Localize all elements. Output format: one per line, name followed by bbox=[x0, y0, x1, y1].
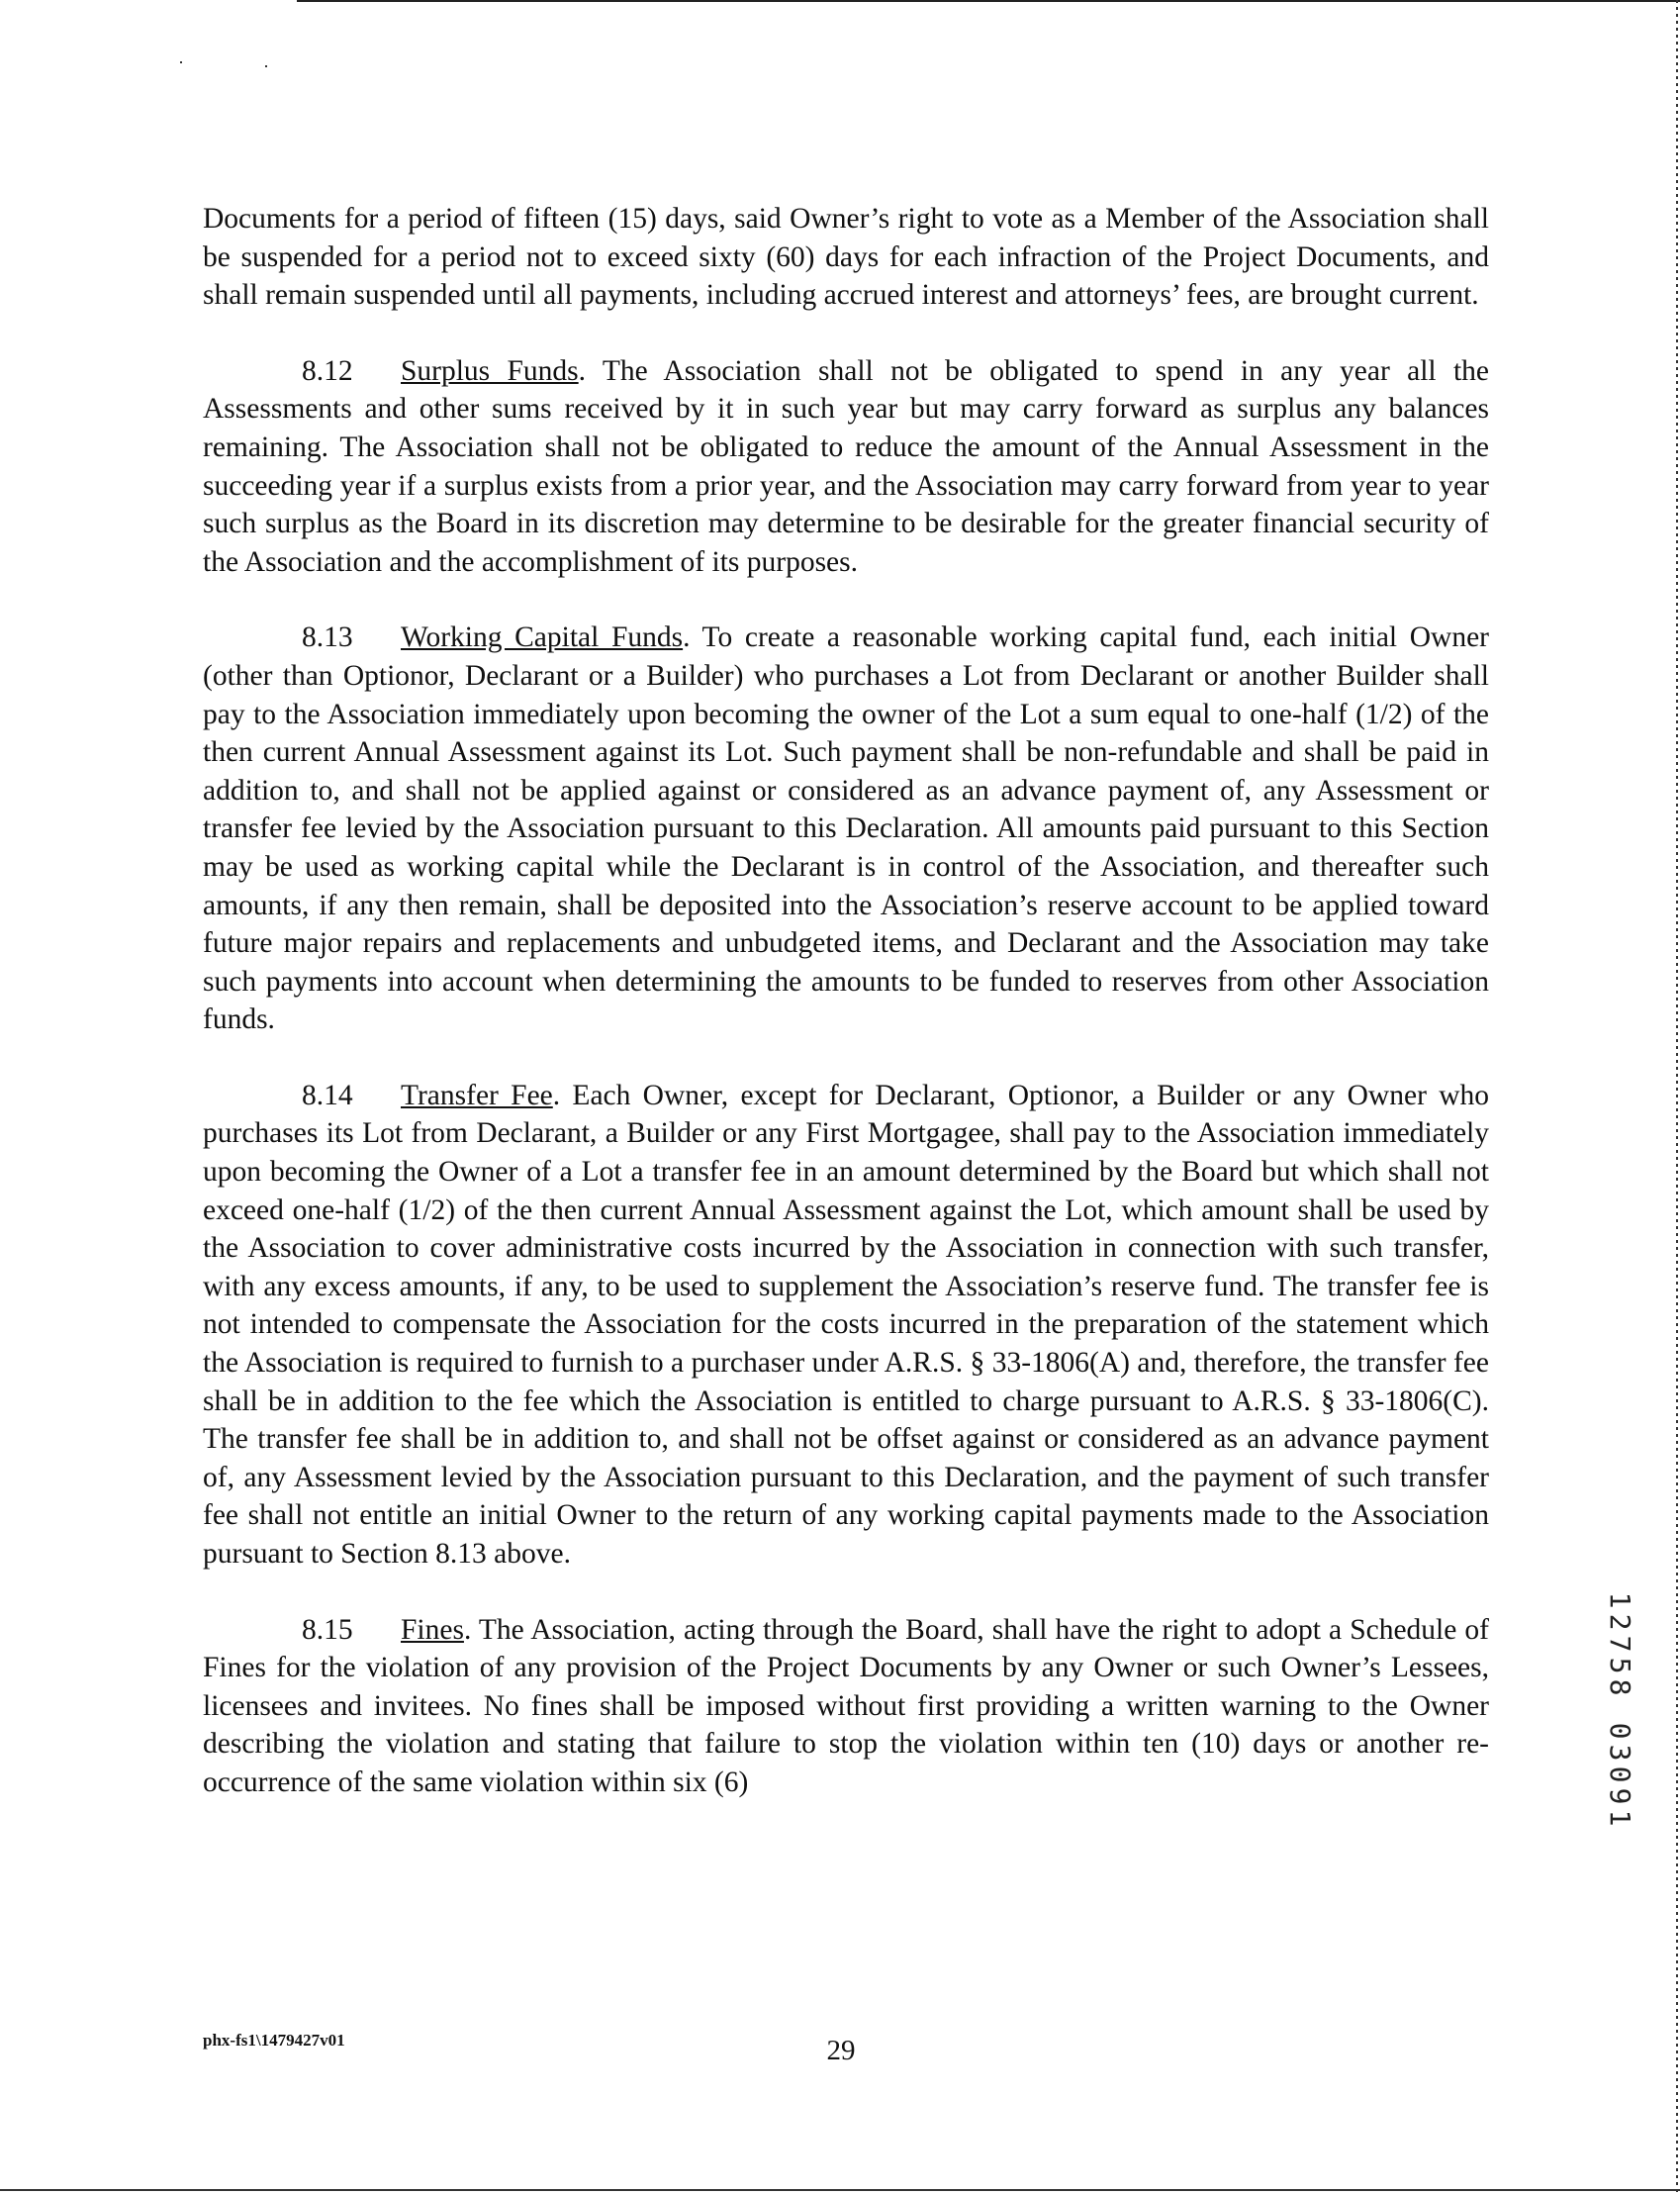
page-number: 29 bbox=[826, 2035, 856, 2066]
section-title: Fines bbox=[401, 1613, 464, 1646]
paragraph-continuation bbox=[203, 200, 1489, 315]
section-8-12 bbox=[203, 352, 1489, 582]
section-number: 8.13 bbox=[302, 621, 353, 654]
paragraph-text: Documents for a period of fifteen (15) days, said Owner’s right to vote as a Member of the Association shall be suspended for a period not to exceed sixty (60) days for each infraction of the Project Documents, and shall remain suspended until all payments, including accrued interest and attorneys’ fees, are brought current. bbox=[203, 203, 1489, 312]
document-body bbox=[203, 200, 1489, 1840]
section-number: 8.15 bbox=[302, 1613, 353, 1646]
recording-stamp-part1 bbox=[1603, 1589, 1636, 1698]
section-number: 8.14 bbox=[302, 1079, 353, 1111]
scan-speck bbox=[180, 61, 182, 63]
scan-edge-bottom bbox=[0, 2189, 1680, 2191]
stamp-digit: 8 bbox=[1604, 1678, 1636, 1696]
recording-stamp bbox=[1603, 1589, 1636, 1829]
section-text: . To create a reasonable working capital fund, each initial Owner (other than Optionor, Declarant or a Builder) who purchases a Lot from Declarant or another Builder shall pay to the Association immediately upon becoming the owner of the Lot a sum equal to one-half (1/2) of the then current Annual Assessment against its Lot. Such payment shall be non-refundable and shall be paid in addition to, and shall not be applied against or considered as an advance payment of, any Assessment or transfer fee levied by the Association pursuant to this Declaration. All amounts paid pursuant to this Section may be used as working capital while the Declarant is in control of the Association, and thereafter such amounts, if any then remain, shall be deposited into the Association’s reserve account to be applied toward future major repairs and replacements and unbudgeted items, and Declarant and the Association may take such payments into account when determining the amounts to be funded to reserves from other Association funds. bbox=[203, 621, 1490, 1036]
stamp-digit: 2 bbox=[1604, 1613, 1636, 1631]
stamp-digit: 0 bbox=[1604, 1722, 1636, 1740]
stamp-digit: 9 bbox=[1604, 1787, 1636, 1805]
section-title: Transfer Fee bbox=[401, 1079, 553, 1111]
stamp-digit: 1 bbox=[1604, 1809, 1636, 1827]
recording-stamp-part2 bbox=[1603, 1720, 1636, 1829]
section-text: . The Association, acting through the Board, shall have the right to adopt a Schedule of Fines for the violation of any provision of the Project Documents by any Owner or such Owner’s Lessees, licensees and invitees. No fines shall be imposed without first providing a written warning to the Owner describing the violation and stating that failure to stop the violation within ten (10) days or another re-occurrence of the same violation within six (6) bbox=[203, 1613, 1489, 1798]
document-id: phx-fs1\1479427v01 bbox=[203, 2031, 345, 2050]
section-8-13 bbox=[203, 619, 1489, 1039]
stamp-digit: 3 bbox=[1604, 1744, 1636, 1762]
section-title: Working Capital Funds bbox=[401, 621, 684, 654]
section-text: . The Association shall not be obligated to spend in any year all the Assessments and other sums received by it in such year but may carry forward as surplus any balances remaining. The Association shall not be obligated to reduce the amount of the Annual Assessment in the succeeding year if a surplus exists from a prior year, and the Association may carry forward from year to year such surplus as the Board in its discretion may determine to be desirable for the greater financial security of the Association and the accomplishment of its purposes. bbox=[203, 354, 1490, 578]
scan-edge-right bbox=[1676, 0, 1678, 2195]
stamp-digit: 5 bbox=[1604, 1657, 1636, 1674]
section-number: 8.12 bbox=[302, 354, 353, 387]
stamp-digit: 1 bbox=[1604, 1591, 1636, 1609]
stamp-digit: 7 bbox=[1604, 1635, 1636, 1653]
section-text: . Each Owner, except for Declarant, Optionor, a Builder or any Owner who purchases its Lot from Declarant, a Builder or any First Mortgagee, shall pay to the Association immediately upon becoming the Owner of a Lot a transfer fee in an amount determined by the Board but which shall not exceed one-half (1/2) of the then current Annual Assessment against the Lot, which amount shall be used by the Association to cover administrative costs incurred by the Association in connection with such transfer, with any excess amounts, if any, to be used to supplement the Association’s reserve fund. The transfer fee is not intended to compensate the Association for the costs incurred in the preparation of the statement which the Association is required to furnish to a purchaser under A.R.S. § 33-1806(A) and, therefore, the transfer fee shall be in addition to the fee which the Association is entitled to charge pursuant to A.R.S. § 33-1806(C). The transfer fee shall be in addition to, and shall not be offset against or considered as an advance payment of, any Assessment levied by the Association pursuant to this Declaration, and the payment of such transfer fee shall not entitle an initial Owner to the return of any working capital payments made to the Association pursuant to Section 8.13 above. bbox=[203, 1079, 1490, 1570]
scan-edge-top bbox=[297, 0, 1680, 2]
scan-speck bbox=[265, 65, 267, 67]
section-title: Surplus Funds bbox=[401, 354, 579, 387]
section-8-14 bbox=[203, 1077, 1489, 1574]
section-8-15 bbox=[203, 1611, 1489, 1802]
stamp-digit: 0 bbox=[1604, 1766, 1636, 1783]
